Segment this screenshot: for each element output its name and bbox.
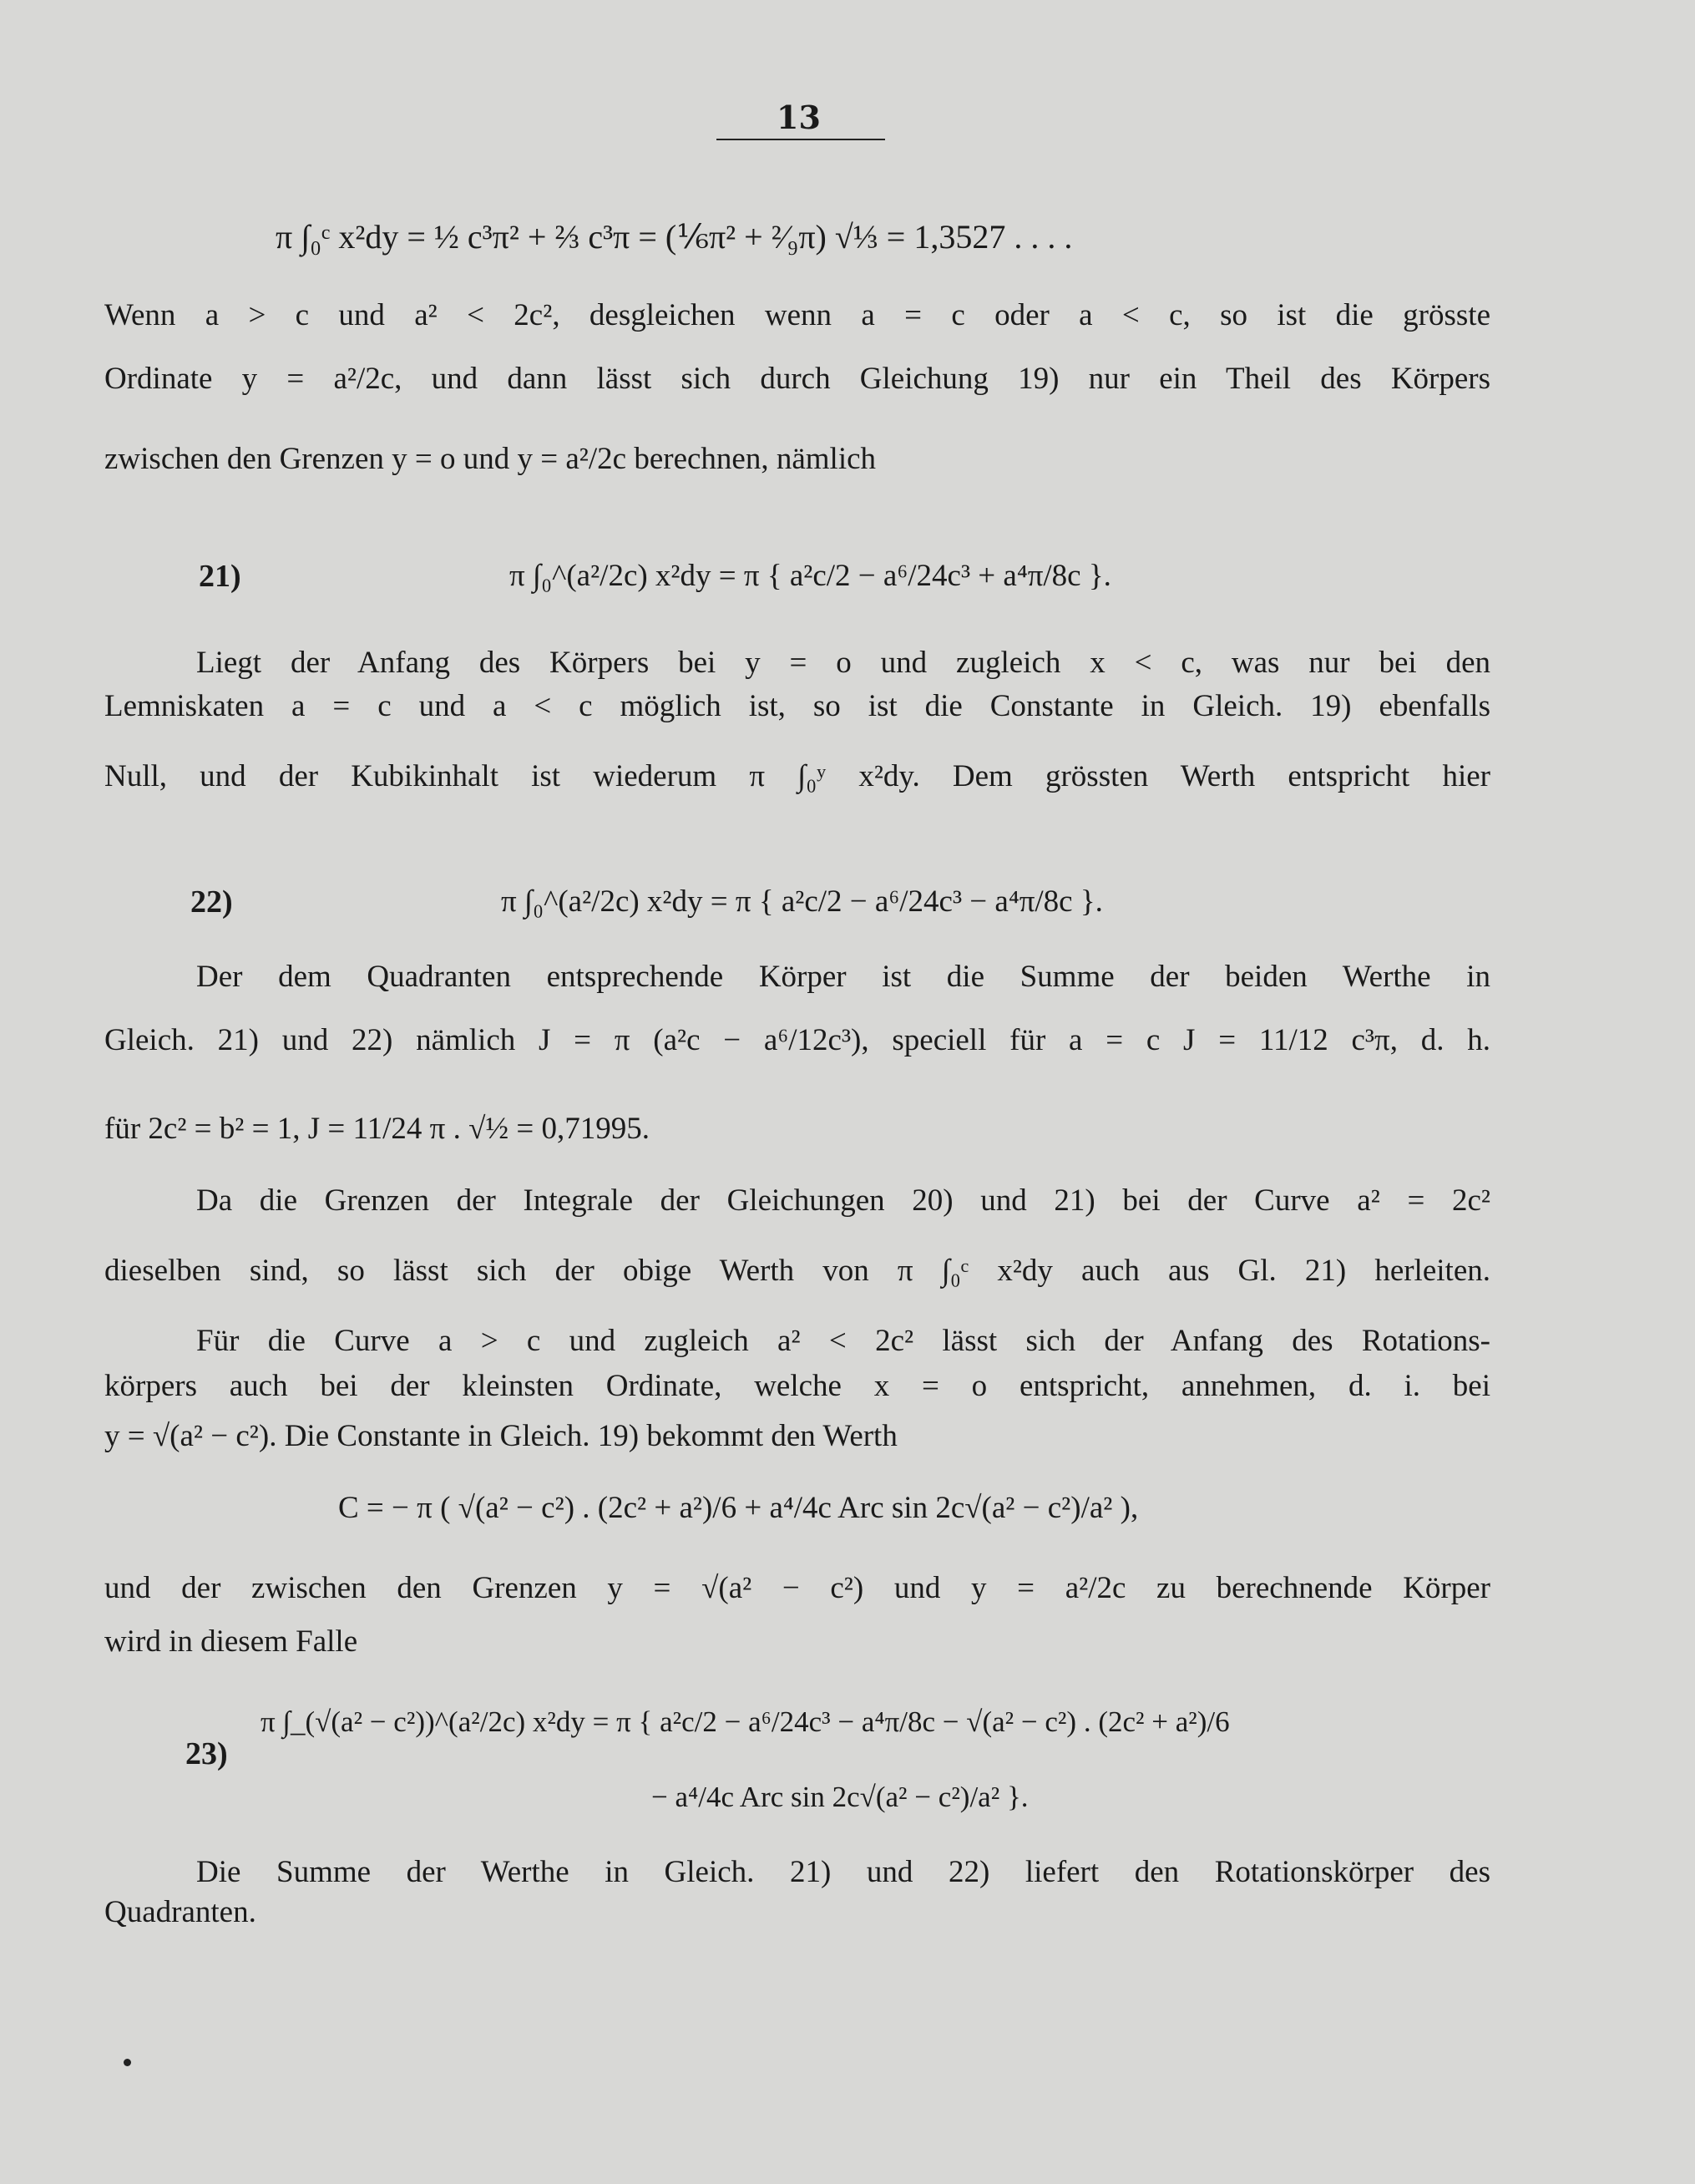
paragraph-1-line-3: zwischen den Grenzen y = o und y = a²/2c berechnen, nämlich bbox=[104, 442, 877, 476]
equation-23-label: 23) bbox=[185, 1736, 228, 1771]
paragraph-7-line-1: Die Summe der Werthe in Gleich. 21) und 22) liefert den Rotationskörper des bbox=[196, 1855, 1490, 1889]
paragraph-7-line-2: Quadranten. bbox=[104, 1895, 256, 1929]
paragraph-2-line-2: Lemniskaten a = c und a < c möglich ist, so ist die Constante in Gleich. 19) ebenfalls bbox=[104, 689, 1490, 723]
paragraph-5-line-2: körpers auch bei der kleinsten Ordinate, welche x = o entspricht, annehmen, d. i. bei bbox=[104, 1369, 1490, 1403]
equation-23-line-2: − a⁴/4c Arc sin 2c√(a² − c²)/a² }. bbox=[651, 1781, 1029, 1813]
equation-22: π ∫₀^(a²/2c) x²dy = π { a²c/2 − a⁶/24c³ − a⁴π/8c }. bbox=[501, 884, 1103, 919]
paragraph-1-line-2: Ordinate y = a²/2c, und dann lässt sich durch Gleichung 19) nur ein Theil des Körpers bbox=[104, 362, 1490, 396]
paragraph-1-line-1: Wenn a > c und a² < 2c², desgleichen wenn a = c oder a < c, so ist die grösste bbox=[104, 298, 1490, 332]
paragraph-3-line-3: für 2c² = b² = 1, J = 11/24 π . √½ = 0,71995. bbox=[104, 1112, 650, 1146]
paragraph-3-line-1: Der dem Quadranten entsprechende Körper ist die Summe der beiden Werthe in bbox=[196, 960, 1490, 994]
equation-constant: C = − π ( √(a² − c²) . (2c² + a²)/6 + a⁴/4c Arc sin 2c√(a² − c²)/a² ), bbox=[338, 1491, 1139, 1525]
equation-23-line-1: π ∫_(√(a² − c²))^(a²/2c) x²dy = π { a²c/2 − a⁶/24c³ − a⁴π/8c − √(a² − c²) . (2c² + a²)/6 bbox=[261, 1705, 1230, 1738]
paragraph-3-line-2: Gleich. 21) und 22) nämlich J = π (a²c − a⁶/12c³), speciell für a = c J = 11/12 c³π, d. h. bbox=[104, 1023, 1490, 1057]
paragraph-6-line-1: und der zwischen den Grenzen y = √(a² − c²) und y = a²/2c zu berechnende Körper bbox=[104, 1571, 1490, 1605]
equation-21: π ∫₀^(a²/2c) x²dy = π { a²c/2 − a⁶/24c³ + a⁴π/8c }. bbox=[509, 559, 1111, 593]
equation-22-label: 22) bbox=[190, 884, 233, 920]
equation-top: π ∫₀ᶜ x²dy = ½ c³π² + ⅔ c³π = (⅙π² + ²⁄₉π) √⅓ = 1,3527 . . . . bbox=[276, 218, 1073, 256]
paragraph-4-line-1: Da die Grenzen der Integrale der Gleichungen 20) und 21) bei der Curve a² = 2c² bbox=[196, 1183, 1490, 1218]
header-rule bbox=[716, 139, 885, 140]
equation-21-label: 21) bbox=[199, 559, 241, 594]
paragraph-4-line-2: dieselben sind, so lässt sich der obige Werth von π ∫₀ᶜ x²dy auch aus Gl. 21) herleiten. bbox=[104, 1254, 1490, 1288]
paragraph-6-line-2: wird in diesem Falle bbox=[104, 1624, 358, 1659]
paragraph-5-line-3: y = √(a² − c²). Die Constante in Gleich. 19) bekommt den Werth bbox=[104, 1419, 898, 1453]
page-number: 13 bbox=[777, 99, 821, 136]
paragraph-5-line-1: Für die Curve a > c und zugleich a² < 2c² lässt sich der Anfang des Rotations- bbox=[196, 1324, 1490, 1358]
paragraph-2-line-3: Null, und der Kubikinhalt ist wiederum π ∫₀ʸ x²dy. Dem grössten Werth entspricht hier bbox=[104, 759, 1490, 793]
paragraph-2-line-1: Liegt der Anfang des Körpers bei y = o und zugleich x < c, was nur bei den bbox=[196, 646, 1490, 680]
ink-spot bbox=[124, 2059, 131, 2066]
